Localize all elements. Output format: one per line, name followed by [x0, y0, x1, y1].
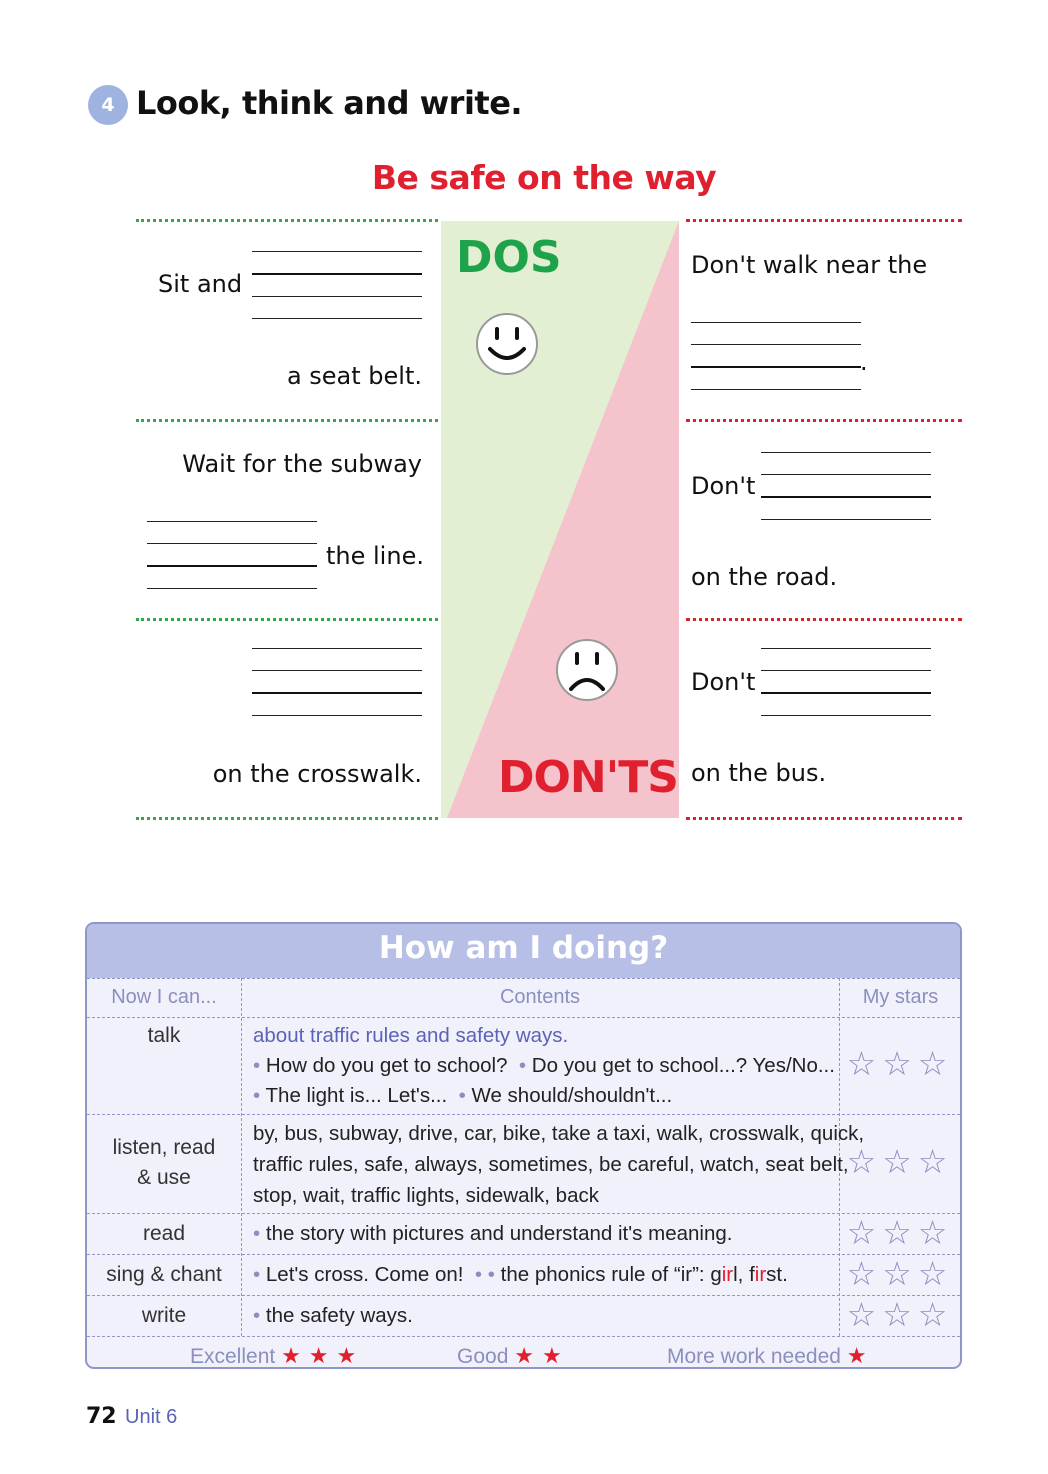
star-rating-listen[interactable]: ☆☆☆	[846, 1142, 954, 1181]
row-divider	[87, 1295, 960, 1296]
header-now-i-can: Now I can...	[111, 986, 217, 1008]
unit-label: Unit 6	[125, 1406, 178, 1428]
header-contents: Contents	[499, 986, 581, 1008]
bullet: •	[253, 1222, 261, 1245]
exercise-number-badge: 4	[88, 85, 128, 125]
sad-face-icon	[554, 637, 620, 703]
bullet: •	[253, 1054, 261, 1077]
dos-divider	[136, 219, 438, 222]
donts-2-prompt: Don't	[691, 472, 756, 500]
phonics-word-part: l, f	[733, 1263, 755, 1286]
skill-read: read	[142, 1222, 186, 1245]
write-line	[253, 1304, 413, 1328]
header-my-stars: My stars	[862, 986, 939, 1008]
dos-divider	[136, 618, 438, 621]
dos-1-answer-lines[interactable]	[252, 251, 422, 340]
donts-divider	[686, 419, 962, 422]
donts-3-answer-lines[interactable]	[761, 648, 931, 737]
vocab-line: stop, wait, traffic lights, sidewalk, back	[253, 1184, 599, 1207]
legend-good-label: Good	[457, 1345, 509, 1368]
exercise-title: Look, think and write.	[136, 84, 523, 122]
legend-good	[457, 1343, 570, 1369]
row-divider	[87, 1213, 960, 1214]
read-line	[253, 1222, 732, 1246]
phonics-highlight: ir	[721, 1263, 734, 1286]
page-number: 72	[86, 1404, 117, 1429]
donts-3-ending: on the bus.	[691, 759, 827, 787]
donts-1-ending: .	[860, 348, 868, 376]
two-star-icon: ★★	[514, 1343, 570, 1368]
column-divider	[241, 978, 242, 1336]
legend-excellent-label: Excellent	[190, 1345, 276, 1368]
chant-line	[253, 1263, 788, 1287]
star-rating-sing[interactable]: ☆☆☆	[846, 1254, 954, 1293]
table-title: How am I doing?	[378, 930, 669, 966]
donts-divider	[686, 219, 962, 222]
chant-text: Let's cross. Come on!	[265, 1263, 464, 1286]
bullet: • •	[474, 1263, 495, 1286]
talk-phrase: How do you get to school?	[265, 1054, 508, 1077]
row-divider	[87, 1114, 960, 1115]
skill-talk: talk	[147, 1024, 181, 1047]
dos-label: DOS	[456, 232, 562, 283]
bullet: •	[253, 1304, 261, 1327]
skill-sing-chant: sing & chant	[106, 1263, 222, 1286]
dos-divider	[136, 817, 438, 820]
dos-1-prompt: Sit and	[158, 270, 243, 298]
write-text: the safety ways.	[265, 1304, 413, 1327]
row-divider	[87, 978, 960, 979]
talk-phrase: Do you get to school...? Yes/No...	[531, 1054, 835, 1077]
phonics-word-part: st.	[766, 1263, 788, 1286]
dos-1-ending: a seat belt.	[286, 362, 422, 390]
star-rating-write[interactable]: ☆☆☆	[846, 1295, 954, 1334]
topic-title: Be safe on the way	[371, 158, 717, 197]
donts-2-ending: on the road.	[691, 563, 838, 591]
donts-3-prompt: Don't	[691, 668, 756, 696]
donts-1-prompt: Don't walk near the	[691, 251, 928, 279]
bullet: •	[518, 1054, 527, 1077]
phonics-word-part: g	[710, 1263, 722, 1286]
dos-3-ending: on the crosswalk.	[212, 760, 422, 788]
talk-line	[253, 1084, 672, 1108]
talk-phrase: We should/shouldn't...	[471, 1084, 673, 1107]
bullet: •	[253, 1084, 261, 1107]
one-star-icon: ★	[846, 1343, 875, 1368]
legend-more-label: More work needed	[667, 1345, 841, 1368]
skill-write: write	[141, 1304, 187, 1327]
phonics-highlight: ir	[754, 1263, 767, 1286]
star-rating-talk[interactable]: ☆☆☆	[846, 1044, 954, 1083]
legend-excellent	[190, 1343, 364, 1369]
dos-divider	[136, 419, 438, 422]
smiley-face-icon	[474, 311, 540, 377]
talk-phrase: The light is... Let's...	[265, 1084, 448, 1107]
dos-2-prompt: Wait for the subway	[182, 450, 422, 478]
donts-divider	[686, 618, 962, 621]
donts-2-answer-lines[interactable]	[761, 452, 931, 541]
vocab-line: traffic rules, safe, always, sometimes, be careful, watch, seat belt,	[253, 1153, 849, 1176]
bullet: •	[253, 1263, 261, 1286]
talk-line: about traffic rules and safety ways.	[253, 1024, 569, 1047]
donts-label: DON'TS	[498, 752, 678, 803]
bullet: •	[458, 1084, 466, 1107]
three-star-icon: ★★★	[281, 1343, 365, 1368]
vocab-line: by, bus, subway, drive, car, bike, take a taxi, walk, crosswalk, quick,	[253, 1122, 865, 1145]
dos-2-ending: the line.	[326, 542, 424, 570]
legend-more-work	[667, 1343, 875, 1369]
row-divider	[87, 1254, 960, 1255]
donts-divider	[686, 817, 962, 820]
dos-2-answer-lines[interactable]	[147, 521, 317, 610]
read-text: the story with pictures and understand it's meaning.	[265, 1222, 733, 1245]
skill-listen-read: listen, read	[112, 1136, 216, 1159]
self-assessment-table	[85, 922, 962, 1369]
star-rating-read[interactable]: ☆☆☆	[846, 1213, 954, 1252]
row-divider	[87, 1336, 960, 1337]
talk-line	[253, 1054, 835, 1078]
skill-use: & use	[137, 1166, 191, 1189]
phonics-text: the phonics rule of “ir”:	[500, 1263, 711, 1286]
donts-1-answer-lines[interactable]	[691, 322, 861, 411]
dos-3-answer-lines[interactable]	[252, 648, 422, 737]
row-divider	[87, 1017, 960, 1018]
